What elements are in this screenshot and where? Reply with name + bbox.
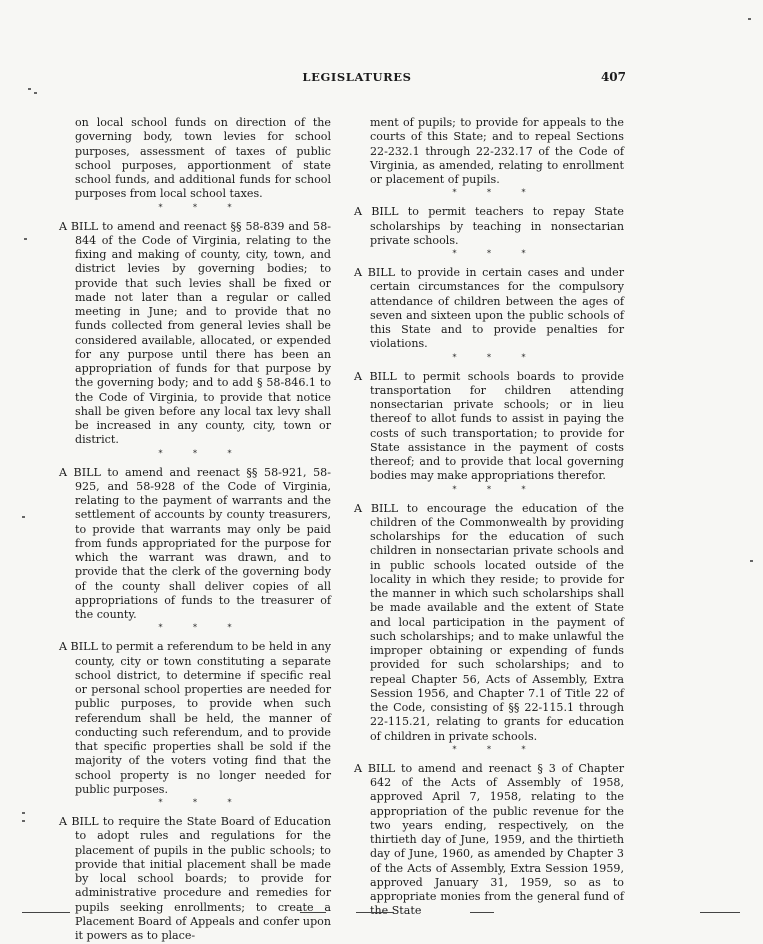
footer-rule	[700, 912, 740, 913]
bill-paragraph: A BILL to permit schools boards to provide transportation for children attending nonsectarian private schools; or in lieu thereof to allot funds to assist in paying the costs of such transportation; to provide for State assistance in the payment of costs thereof; and to provide that local governing bodies may make appropriations therefor.	[354, 369, 624, 483]
bill-paragraph: A BILL to amend and reenact § 3 of Chapter 642 of the Acts of Assembly of 1958, approved April 7, 1958, relating to the appropriation of the public revenue for the two years ending, respectively, on the thirtieth day of June, 1959, and the thirtieth day of June, 1960, as amended by Chapter 3 of the Acts of Assembly, Extra Session 1959, approved January 31, 1959, so as to appropriate monies from the general fund of the State	[354, 761, 624, 918]
footer-rule	[300, 912, 326, 913]
bill-paragraph: A BILL to permit teachers to repay State scholarships by teaching in nonsectarian private schools.	[354, 205, 624, 247]
scan-mark	[750, 560, 753, 562]
left-column	[59, 116, 331, 943]
section-separator: * * *	[452, 352, 540, 362]
scan-mark	[24, 238, 27, 240]
right-column	[354, 116, 624, 919]
bill-paragraph: A BILL to encourage the education of the children of the Commonwealth by providing scholarships for the education of such children in nonsectarian private schools and in public schools located outside of the locality in which they reside; to provide for the manner in which such scholarships shall be made available and the extent of State and local participation in the payment of such scholarships; and to make unlawful the improper obtaining or expending of funds provided for such scholarships; and to repeal Chapter 56, Acts of Assembly, Extra Session 1956, and Chapter 7.1 of Title 22 of the Code, consisting of §§ 22-115.1 through 22-115.21, relating to grants for education of children in private schools.	[354, 501, 624, 743]
footer-rule	[356, 912, 394, 913]
running-head: LEGISLATURES	[302, 70, 412, 84]
bill-paragraph: A BILL to require the State Board of Education to adopt rules and regulations for the placement of pupils in the public schools; to provide that initial placement shall be made by local school boards; to provide for administrative procedure and remedies for pupils seeking enrollments; to create a Placement Board of Appeals and confer upon it powers as to place-	[59, 815, 331, 942]
section-separator: * * *	[158, 448, 246, 458]
scan-mark	[748, 18, 751, 20]
scan-mark	[22, 820, 25, 822]
section-separator: * * *	[452, 744, 540, 754]
scan-mark	[34, 92, 37, 94]
section-separator: * * *	[452, 249, 540, 258]
bill-paragraph: A BILL to permit a referendum to be held in any county, city or town constituting a separate school district, to determine if specific real or personal school properties are needed for public purposes, to provide when such referendum shall be held, the manner of conducting such referendum, and to provide that specific properties shall be sold if the majority of the voters voting find that the school property is no longer needed for public purposes.	[59, 640, 331, 796]
section-separator: * * *	[158, 623, 246, 633]
page-number: 407	[600, 70, 626, 84]
footer-rule	[470, 912, 494, 913]
scan-mark	[22, 812, 25, 814]
footer-rule	[22, 912, 70, 913]
paragraph-continuation: on local school funds on direction of the governing body, town levies for school purposes, assessment of taxes of public school purposes, apportionment of state school funds, and additional funds for school purposes from local school taxes.	[75, 116, 331, 201]
page-header	[58, 70, 656, 90]
bill-paragraph: A BILL to amend and reenact §§ 58-839 and 58-844 of the Code of Virginia, relating to the fixing and making of county, city, town, and district levies by governing bodies; to provide that such levies shall be fixed or made not later than a regular or called meeting in June; and to provide that no funds collected from general levies shall be considered available, allocated, or expended for any purpose until there has been an appropriation of funds for that purpose by the governing body; and to add § 58-846.1 to the Code of Virginia, to provide that notice shall be given before any local tax levy shall be increased in any county, city, town or district.	[59, 219, 331, 447]
paragraph-continuation: ment of pupils; to provide for appeals to the courts of this State; and to repeal Sections 22-232.1 through 22-232.17 of the Code of Virginia, as amended, relating to enrollment or placement of pupils.	[370, 116, 624, 186]
bill-paragraph: A BILL to amend and reenact §§ 58-921, 58-925, and 58-928 of the Code of Virginia, relating to the payment of warrants and the settlement of accounts by county treasurers, to provide that warrants may only be paid from funds appropriated for the purpose for which the warrant was drawn, and to provide that the clerk of the governing body of the county shall deliver copies of all appropriations of funds to the treasurer of the county.	[59, 465, 331, 621]
bill-paragraph: A BILL to provide in certain cases and under certain circumstances for the compulsory attendance of children between the ages of seven and sixteen upon the public schools of this State and to provide penalties for violations.	[354, 266, 624, 351]
scan-mark	[28, 88, 31, 90]
section-separator: * * *	[452, 484, 540, 494]
section-separator: * * *	[158, 202, 246, 212]
section-separator: * * *	[452, 188, 540, 198]
scan-mark	[22, 516, 25, 518]
section-separator: * * *	[158, 798, 246, 807]
